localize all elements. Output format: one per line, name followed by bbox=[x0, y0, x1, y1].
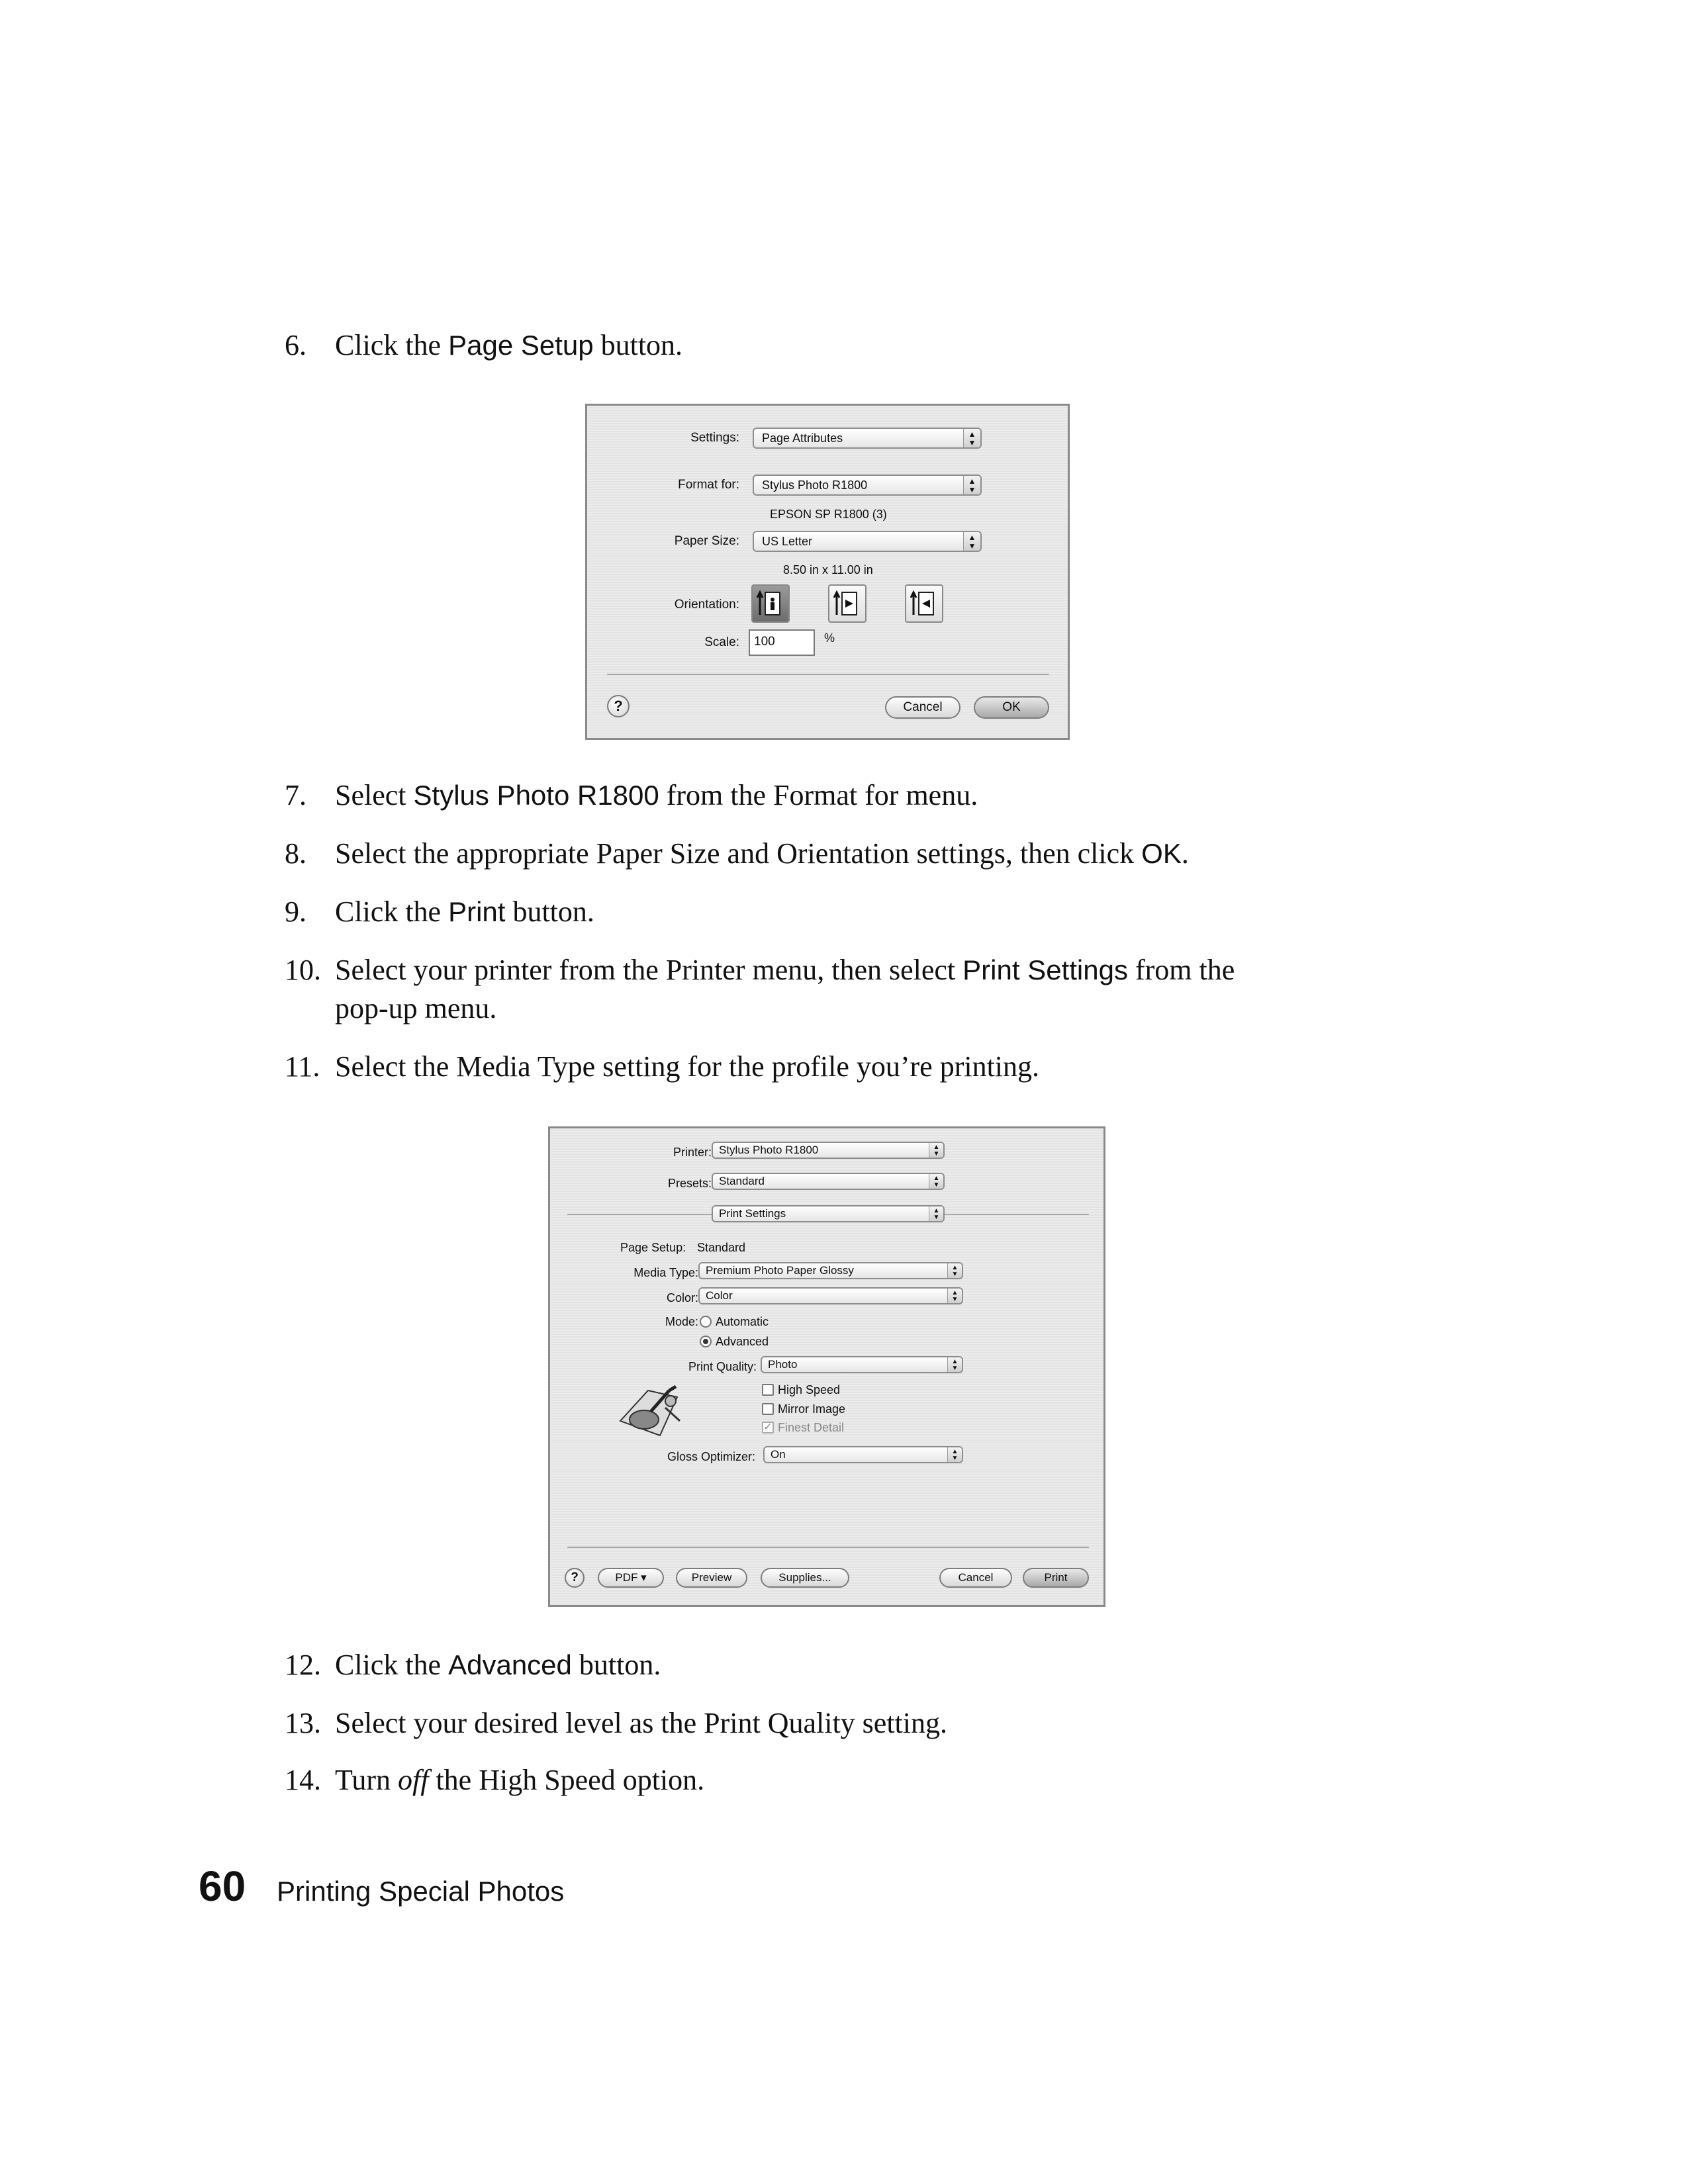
media-type-label: Media Type: bbox=[633, 1266, 698, 1279]
step-text: button. bbox=[571, 1649, 661, 1681]
paper-size-popup[interactable] bbox=[753, 531, 982, 552]
print-quality-label: Print Quality: bbox=[688, 1360, 757, 1373]
step-number: 9. bbox=[285, 895, 306, 928]
step-number: 14. bbox=[285, 1764, 321, 1796]
ok-button[interactable]: OK bbox=[974, 696, 1049, 719]
divider bbox=[567, 1547, 1089, 1548]
popup-arrows-icon: ▲ ▼ bbox=[947, 1263, 962, 1278]
panel-popup[interactable] bbox=[712, 1205, 945, 1222]
ui-term: Stylus Photo R1800 bbox=[413, 780, 659, 811]
mode-automatic-radio[interactable] bbox=[700, 1316, 712, 1328]
step-text: from the bbox=[1127, 954, 1235, 986]
step-text: button. bbox=[505, 895, 594, 928]
ui-term: OK bbox=[1141, 838, 1182, 869]
printer-label: Printer: bbox=[673, 1146, 712, 1159]
mode-advanced-radio[interactable] bbox=[700, 1336, 712, 1347]
popup-arrows-icon: ▲ ▼ bbox=[947, 1447, 962, 1462]
print-quality-value: Photo bbox=[768, 1358, 798, 1371]
step-number: 7. bbox=[285, 779, 306, 811]
help-button[interactable]: ? bbox=[607, 695, 630, 717]
color-value: Color bbox=[706, 1289, 733, 1302]
step-number: 13. bbox=[285, 1707, 321, 1739]
popup-arrows-icon: ▲ ▼ bbox=[929, 1143, 943, 1158]
preview-button[interactable]: Preview bbox=[676, 1568, 747, 1588]
emphasis: off bbox=[397, 1764, 429, 1796]
printer-value: Stylus Photo R1800 bbox=[719, 1144, 819, 1156]
mirror-image-checkbox[interactable] bbox=[762, 1403, 774, 1415]
popup-arrows-icon: ▲ ▼ bbox=[963, 476, 980, 494]
step-text: Click the bbox=[335, 329, 449, 361]
step-text: Select bbox=[335, 779, 414, 811]
help-button[interactable]: ? bbox=[565, 1568, 585, 1588]
step-text: Turn bbox=[335, 1764, 398, 1796]
page-setup-dialog bbox=[585, 404, 1070, 740]
presets-popup[interactable] bbox=[712, 1173, 945, 1190]
divider bbox=[607, 674, 1049, 675]
color-popup[interactable] bbox=[698, 1287, 963, 1304]
step-text: . bbox=[1181, 837, 1189, 870]
gloss-optimizer-value: On bbox=[771, 1448, 786, 1461]
step-text: Select your printer from the Printer menu, then select bbox=[335, 954, 963, 986]
cancel-button[interactable]: Cancel bbox=[939, 1568, 1012, 1588]
step-number: 6. bbox=[285, 329, 306, 361]
printer-popup[interactable] bbox=[712, 1142, 945, 1159]
paper-size-subtext: 8.50 in x 11.00 in bbox=[783, 563, 873, 576]
format-for-label: Format for: bbox=[678, 478, 739, 492]
popup-arrows-icon: ▲ ▼ bbox=[929, 1206, 943, 1221]
step-number: 12. bbox=[285, 1649, 321, 1681]
media-type-popup[interactable] bbox=[698, 1262, 963, 1279]
step-number: 10. bbox=[285, 954, 321, 986]
paper-size-value: US Letter bbox=[762, 535, 813, 548]
epson-printer-settings-icon bbox=[614, 1381, 688, 1441]
page-setup-label: Page Setup: bbox=[620, 1241, 686, 1254]
finest-detail-checkbox[interactable]: ✓ bbox=[762, 1422, 774, 1433]
step-text-continued: pop-up menu. bbox=[335, 992, 497, 1024]
print-dialog bbox=[548, 1126, 1105, 1607]
panel-divider-right bbox=[945, 1214, 1089, 1215]
ui-term: Advanced bbox=[448, 1649, 572, 1680]
settings-label: Settings: bbox=[690, 431, 739, 445]
paper-size-label: Paper Size: bbox=[674, 534, 739, 548]
scale-input[interactable]: 100 bbox=[749, 629, 815, 656]
step-text: Select the Media Type setting for the profile you’re printing. bbox=[335, 1050, 1040, 1083]
section-title: Printing Special Photos bbox=[277, 1876, 565, 1907]
ui-term: Print bbox=[448, 896, 506, 927]
scale-unit: % bbox=[824, 631, 835, 645]
orientation-landscape-left-button[interactable] bbox=[828, 584, 867, 623]
popup-arrows-icon: ▲ ▼ bbox=[963, 429, 980, 447]
step-text: Select the appropriate Paper Size and Orientation settings, then click bbox=[335, 837, 1142, 870]
popup-arrows-icon: ▲ ▼ bbox=[947, 1289, 962, 1303]
scale-label: Scale: bbox=[704, 635, 739, 649]
landscape-right-icon bbox=[906, 586, 942, 621]
finest-detail-label: Finest Detail bbox=[778, 1421, 845, 1434]
color-label: Color: bbox=[666, 1291, 698, 1304]
page-number: 60 bbox=[199, 1862, 246, 1910]
presets-label: Presets: bbox=[667, 1177, 712, 1190]
settings-value: Page Attributes bbox=[762, 432, 843, 445]
mirror-image-label: Mirror Image bbox=[778, 1402, 846, 1416]
gloss-optimizer-label: Gloss Optimizer: bbox=[667, 1450, 755, 1463]
step-text: Select your desired level as the Print Quality setting. bbox=[335, 1707, 948, 1739]
step-text: Click the bbox=[335, 1649, 449, 1681]
high-speed-checkbox[interactable] bbox=[762, 1384, 774, 1396]
orientation-label: Orientation: bbox=[674, 598, 739, 612]
step-text: Click the bbox=[335, 895, 449, 928]
media-type-value: Premium Photo Paper Glossy bbox=[706, 1264, 854, 1277]
orientation-landscape-right-button[interactable] bbox=[905, 584, 943, 623]
gloss-optimizer-popup[interactable] bbox=[763, 1446, 963, 1463]
print-quality-popup[interactable] bbox=[761, 1356, 963, 1373]
ui-term: Print Settings bbox=[962, 954, 1128, 985]
step-text: the High Speed option. bbox=[428, 1764, 705, 1796]
popup-arrows-icon: ▲ ▼ bbox=[963, 532, 980, 551]
print-button[interactable]: Print bbox=[1023, 1568, 1089, 1588]
presets-value: Standard bbox=[719, 1175, 765, 1187]
step-text: from the Format for menu. bbox=[659, 779, 978, 811]
format-for-popup[interactable] bbox=[753, 475, 982, 496]
high-speed-label: High Speed bbox=[778, 1383, 841, 1396]
panel-divider-left bbox=[567, 1214, 712, 1215]
landscape-left-icon bbox=[829, 586, 865, 621]
step-number: 8. bbox=[285, 837, 306, 870]
portrait-icon bbox=[753, 586, 788, 621]
popup-arrows-icon: ▲ ▼ bbox=[947, 1357, 962, 1372]
step-10 bbox=[285, 951, 1410, 1028]
step-text: button. bbox=[593, 329, 683, 361]
ui-term: Page Setup bbox=[448, 330, 594, 361]
format-for-subtext: EPSON SP R1800 (3) bbox=[770, 508, 887, 521]
cancel-button[interactable]: Cancel bbox=[885, 696, 961, 719]
settings-popup[interactable] bbox=[753, 428, 982, 449]
orientation-portrait-button[interactable] bbox=[751, 584, 790, 623]
step-number: 11. bbox=[285, 1050, 320, 1083]
mode-advanced-label: Advanced bbox=[716, 1335, 769, 1348]
mode-label: Mode: bbox=[665, 1315, 698, 1328]
pdf-button[interactable]: PDF ▾ bbox=[598, 1568, 664, 1588]
panel-value: Print Settings bbox=[719, 1207, 786, 1220]
mode-automatic-label: Automatic bbox=[716, 1315, 769, 1328]
format-for-value: Stylus Photo R1800 bbox=[762, 478, 868, 492]
supplies-button[interactable]: Supplies... bbox=[761, 1568, 849, 1588]
popup-arrows-icon: ▲ ▼ bbox=[929, 1174, 943, 1189]
page-setup-value: Standard bbox=[697, 1241, 746, 1254]
